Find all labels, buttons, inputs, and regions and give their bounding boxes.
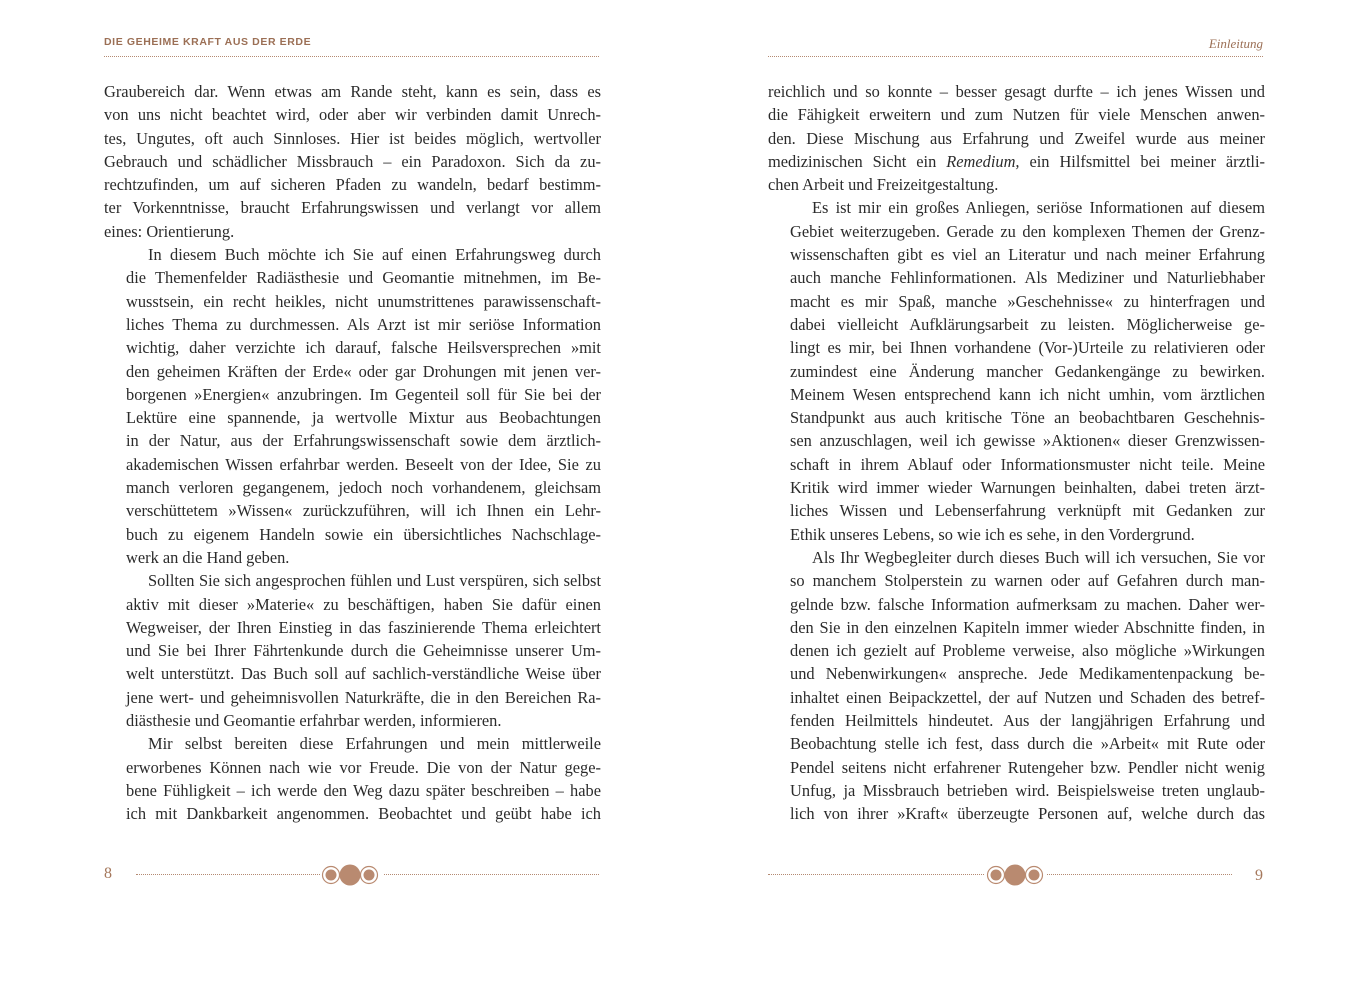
- text-line: reichlich und so konnte – besser gesagt durfte – ich jenes Wissen und: [768, 82, 1265, 101]
- paragraph: [768, 80, 1265, 196]
- text-line: wissenschaften gibt es viel an Literatur und nach meiner Erfahrung: [790, 245, 1265, 265]
- paragraph: [104, 80, 601, 243]
- text-line: Lektüre eine spannende, ja wertvolle Mixtur aus Beobachtungen: [126, 408, 601, 428]
- emphasis: Remedium,: [946, 151, 1020, 171]
- text-line: liches Thema zu durchmessen. Als Arzt ist mir seriöse Information: [126, 314, 601, 334]
- text-line: liches Wissen und Lebenserfahrung verknüpft mit Gedanken zur: [790, 501, 1265, 521]
- triple-circle-ornament-icon: [986, 863, 1044, 887]
- text-line: medizinischen Sicht ein Remedium, ein Hilfsmittel bei meiner ärztli-: [768, 151, 1265, 171]
- text-line: den geheimen Kräften der Erde« oder gar Drohungen mit jenen ver-: [126, 361, 601, 381]
- text-line: Standpunkt aus auch kritische Töne an beobachtbaren Geschehnis-: [790, 408, 1265, 428]
- triple-circle-ornament-icon: [321, 863, 379, 887]
- text-line: fenden Heilmittels hindeutet. Aus der langjährigen Erfahrung und: [790, 711, 1265, 731]
- footer-divider: [768, 874, 984, 875]
- running-head-left: DIE GEHEIME KRAFT AUS DER ERDE: [104, 36, 312, 48]
- body-text-left: [104, 80, 601, 826]
- text-line: borgenen »Energien« anzubringen. Im Gegenteil soll für Sie bei der: [126, 384, 601, 404]
- text-line: Als Ihr Wegbegleiter durch dieses Buch will ich versuchen, Sie vor: [812, 547, 1265, 567]
- text-line: ter Vorkenntnisse, braucht Erfahrungswissen und verlangt vor allem: [104, 198, 601, 218]
- text-line: und Sie bei Ihrer Fährtenkunde durch die Geheimnisse unserer Um-: [126, 641, 601, 661]
- text-line: denen ich gezielt auf Probleme verweise, also mögliche »Wirkungen: [790, 641, 1265, 661]
- text-line: wusstsein, ein recht heikles, nicht unumstrittenes parawissenschaft-: [126, 291, 601, 311]
- text-line: werk an die Hand geben.: [126, 547, 290, 567]
- text-line: lich von ihrer »Kraft« überzeugte Personen auf, welche durch das: [790, 804, 1265, 824]
- page-number: 8: [104, 865, 112, 882]
- text-line: den. Diese Mischung aus Erfahrung und Zweifel wurde aus meiner: [768, 128, 1265, 148]
- text-line: Es ist mir ein großes Anliegen, seriöse Informationen auf diesem: [812, 198, 1265, 218]
- footer-right: [683, 858, 1366, 892]
- header-divider: [768, 56, 1263, 57]
- text-line: aktiv mit dieser »Materie« zu beschäftigen, haben Sie dafür einen: [126, 594, 601, 614]
- text-line: manch verloren gegangenem, jedoch noch vorhandenem, gleichsam: [126, 478, 601, 498]
- text-line: und Nebenwirkungen« anspreche. Jede Medikamentenpackung be-: [790, 664, 1265, 684]
- text-line: in der Natur, aus der Erfahrungswissenschaft sowie dem ärztlich-: [126, 431, 601, 451]
- text-line: eines: Orientierung.: [104, 221, 235, 241]
- text-line: akademischen Wissen erfahrbar werden. Beseelt von der Idee, Sie zu: [126, 454, 601, 474]
- text-line: Meinem Wesen entsprechend kann ich nicht umhin, vom ärztlichen: [790, 384, 1265, 404]
- footer-divider: [1047, 874, 1232, 875]
- running-head-right: Einleitung: [1208, 36, 1263, 51]
- text-line: auch manche Fehlinformationen. Als Mediziner und Naturliebhaber: [790, 268, 1265, 288]
- text-line: sen anzuschlagen, weil ich gewisse »Aktionen« dieser Grenzwissen-: [790, 431, 1265, 451]
- text-line: inhaltet einen Beipackzettel, der auf Nutzen und Schaden des betref-: [790, 687, 1265, 707]
- paragraph: [104, 732, 601, 825]
- text-line: Pendel seitens nicht erfahrener Rutengeher bzw. Pendler nicht wenig: [790, 757, 1265, 777]
- text-line: ich mit Dankbarkeit angenommen. Beobachtet und geübt habe ich: [126, 804, 601, 824]
- text-line: welt unterstützt. Das Buch soll auf sachlich-verständliche Weise über: [126, 664, 601, 684]
- text-line: Sollten Sie sich angesprochen fühlen und Lust verspüren, sich selbst: [148, 571, 601, 591]
- text-line: den Sie in den einzelnen Kapiteln immer wieder Abschnitte finden, in: [790, 617, 1265, 637]
- text-line: gelnde bzw. falsche Information aufmerksam zu machen. Daher wer-: [790, 594, 1265, 614]
- text-line: diästhesie und Geomantie erfahrbar werden, informieren.: [126, 711, 502, 731]
- paragraph: [104, 243, 601, 569]
- text-line: verschüttetem »Wissen« zurückzuführen, will ich Ihnen ein Lehr-: [126, 501, 601, 521]
- text-line: die Fähigkeit erweitern und zum Nutzen für viele Menschen anwen-: [768, 105, 1265, 125]
- paragraph: [768, 546, 1265, 826]
- text-line: erworbenes Können nach wie vor Freude. Die von der Natur gege-: [126, 757, 601, 777]
- text-line: macht es mir Spaß, manche »Geschehnisse« zu hinterfragen und: [790, 291, 1265, 311]
- text-line: wichtig, daher verzichte ich darauf, falsche Heilsversprechen »mit: [126, 338, 601, 358]
- text-line: so manchem Stolperstein zu warnen oder auf Gefahren durch man-: [790, 571, 1265, 591]
- body-text-right: [768, 80, 1265, 826]
- text-line: jene wert- und geheimnisvollen Naturkräfte, die in den Bereichen Ra-: [126, 687, 601, 707]
- paragraph: [104, 569, 601, 732]
- text-line: chen Arbeit und Freizeitgestaltung.: [768, 175, 999, 195]
- text-line: dabei vielleicht Aufklärungsarbeit zu leisten. Möglicherweise ge-: [790, 314, 1265, 334]
- paragraph: [768, 196, 1265, 545]
- text-line: Kritik wird immer wieder Warnungen beinhalten, dabei treten ärzt-: [790, 478, 1265, 498]
- right-page: [683, 0, 1366, 989]
- text-line: bene Fühligkeit – ich werde den Weg dazu später beschreiben – habe: [126, 780, 601, 800]
- text-line: Graubereich dar. Wenn etwas am Rande steht, kann es sein, dass es: [104, 82, 601, 101]
- page-number: 9: [1255, 867, 1263, 884]
- footer-left: [0, 858, 683, 892]
- header-divider: [104, 56, 599, 57]
- text-line: lingt es mir, bei Ihnen vorhandene (Vor-)Urteile zu relativieren oder: [790, 338, 1265, 358]
- text-line: Mir selbst bereiten diese Erfahrungen und mein mittlerweile: [148, 734, 601, 754]
- text-line: tes, Ungutes, oft auch Sinnloses. Hier ist beides möglich, wertvoller: [104, 128, 601, 148]
- text-line: rechtzufinden, um auf sicheren Pfaden zu wandeln, bedarf bestimm-: [104, 175, 601, 195]
- text-line: zumindest eine Änderung mancher Gedankengänge zu bewirken.: [790, 361, 1265, 381]
- text-line: In diesem Buch möchte ich Sie auf einen Erfahrungsweg durch: [148, 245, 601, 265]
- text-line: schaft in ihrem Ablauf oder Informationsmuster nicht teile. Meine: [790, 454, 1265, 474]
- text-line: Gebrauch und schädlicher Missbrauch – ein Paradoxon. Sich da zu-: [104, 151, 601, 171]
- text-line: Gebiet weiterzugeben. Gerade zu den komplexen Themen der Grenz-: [790, 221, 1265, 241]
- text-line: Unfug, ja Missbrauch betrieben wird. Beispielsweise treten unglaub-: [790, 780, 1265, 800]
- text-line: die Themenfelder Radiästhesie und Geomantie mitnehmen, im Be-: [126, 268, 601, 288]
- text-line: Ethik unseres Lebens, so wie ich es sehe, in den Vordergrund.: [790, 524, 1195, 544]
- text-line: von uns nicht beachtet wird, oder aber wir verbinden damit Unrech-: [104, 105, 601, 125]
- footer-divider: [136, 874, 320, 875]
- text-line: buch zu eigenem Handeln sowie ein übersichtliches Nachschlage-: [126, 524, 601, 544]
- text-line: Beobachtung stelle ich fest, dass durch die »Arbeit« mit Rute oder: [790, 734, 1265, 754]
- text-line: Wegweiser, der Ihren Einstieg in das faszinierende Thema erleichtert: [126, 617, 601, 637]
- footer-divider: [384, 874, 599, 875]
